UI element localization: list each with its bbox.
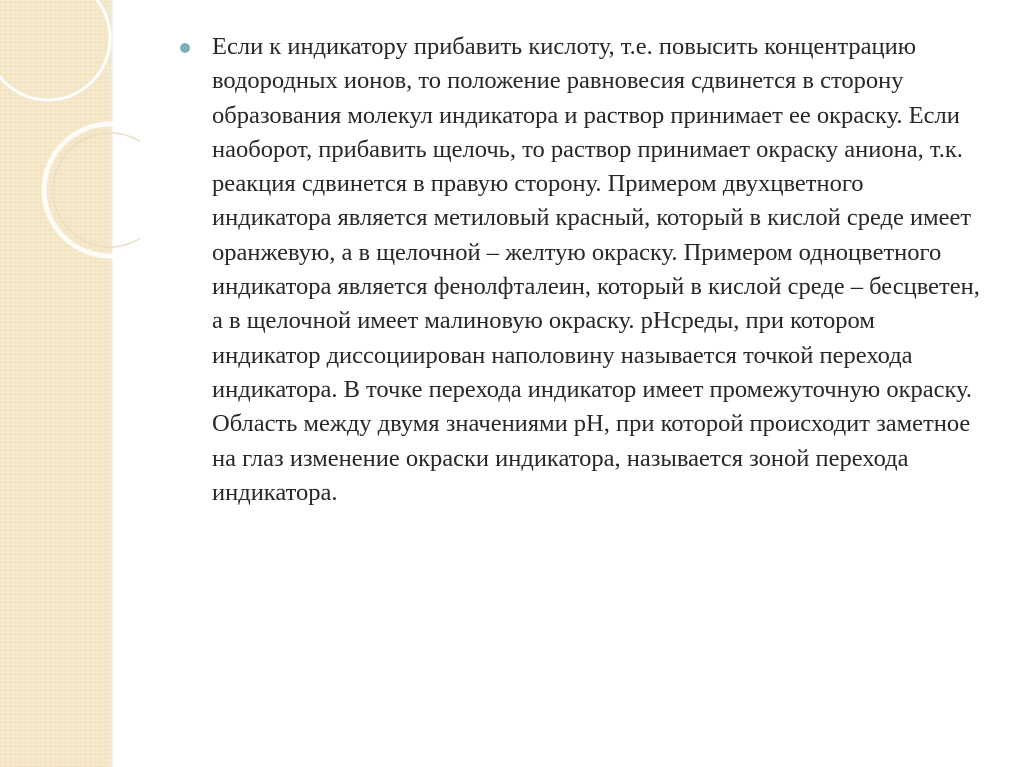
decorative-ring-top	[0, 0, 110, 100]
decorative-ring-bottom-inner	[53, 133, 140, 247]
decorative-rings	[0, 0, 140, 300]
decorative-ring-bottom	[44, 124, 140, 256]
bullet-dot-icon	[180, 43, 190, 53]
bullet-item	[180, 30, 980, 510]
bullet-text: Если к индикатору прибавить кислоту, т.е. повысить концентрацию водородных ионов, то положение равновесия сдвинется в сторону образования молекул индикатора и раствор принимает ее окраску. Если наоборот, прибавить щелочь, то раствор принимает окраску аниона, т.к. реакция сдвинется в правую сторону. Примером двухцветного индикатора является метиловый красный, который в кислой среде имеет оранжевую, а в щелочной – желтую окраску. Примером одноцветного индикатора является фенолфталеин, который в кислой среде – бесцветен, а в щелочной имеет малиновую окраску. pHсреды, при котором индикатор диссоциирован наполовину называется точкой перехода индикатора. В точке перехода индикатор имеет промежуточную окраску. Область между двумя значениями pH, при которой происходит заметное на глаз изменение окраски индикатора, называется зоной перехода индикатора.	[212, 33, 980, 506]
slide-content	[180, 30, 980, 510]
